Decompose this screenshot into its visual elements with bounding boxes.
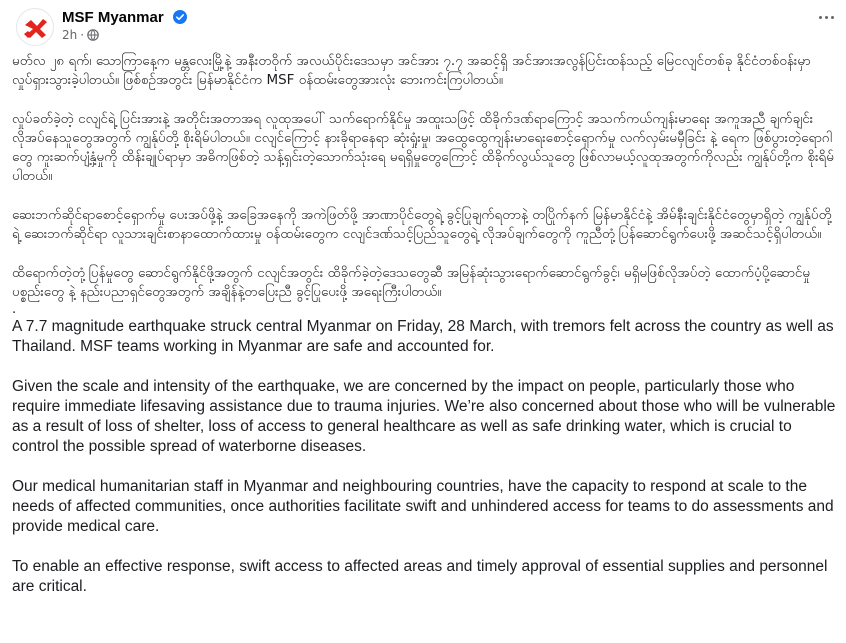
english-paragraph: Our medical humanitarian staff in Myanmar and neighbouring countries, have the capacity to respond at scale to the needs of affected communities, once authorities facilitate swift and unhindered access for teams to do assessments and provide medical care. (12, 478, 834, 535)
english-paragraph: To enable an effective response, swift access to affected areas and timely approval of essential supplies and personnel are critical. (12, 558, 828, 595)
post-body (12, 52, 838, 617)
meta-separator: · (80, 28, 85, 42)
myanmar-paragraph: ထိရောက်တဲ့တုံ့ပြန်မှုတွေ ဆောင်ရွက်နိုင်ဖို့အတွက် ငလျင်အတွင်း ထိခိုက်ခဲ့တဲ့ဒေသတွေဆီ အမြန်ဆုံးသွားရောက်ဆောင်ရွက်ခွင့်၊ မရှိမဖြစ်လိုအပ်တဲ့ ထောက်ပံ့ပို့ဆောင်မှုပစ္စည်းတွေ နဲ့ နည်းပညာရှင်တွေအတွက် အချိန်နဲ့တပြေးညီ ခွင့်ပြုပေးဖို့ အရေးကြီးပါတယ်။ (12, 265, 811, 300)
avatar[interactable] (16, 8, 54, 46)
english-paragraph: A 7.7 magnitude earthquake struck central Myanmar on Friday, 28 March, with tremors felt across the country as well as Thailand. MSF teams working in Myanmar are safe and accounted for. (12, 318, 834, 355)
myanmar-paragraph: ဆေးဘက်ဆိုင်ရာစောင့်ရှောက်မှု ပေးအပ်ဖို့နဲ့ အခြေအနေကို အကဲဖြတ်ဖို့ အာဏာပိုင်တွေရဲ့ ခွင့်ပြုချက်ရတာနဲ့ တပြိုက်နက် မြန်မာနိုင်ငံနဲ့ အိမ်နီးချင်းနိုင်ငံတွေမှာရှိတဲ့ ကျွန်ုပ်တို့ရဲ့ ဆေးဘက်ဆိုင်ရာ လူသားချင်းစာနာထောက်ထားမှု ဝန်ထမ်းတွေက ငလျင်ဒဏ်သင့်ပြည်သူတွေရဲ့ လိုအပ်ချက်တွေကို ကူညီတုံ့ပြန်ဆောင်ရွက်ပေးဖို့ အဆင်သင့်ရှိပါတယ်။ (12, 207, 832, 242)
post-timestamp[interactable]: 2h (62, 28, 78, 42)
verified-badge-icon (173, 10, 187, 24)
msf-logo-icon (17, 9, 54, 46)
english-paragraph: Given the scale and intensity of the earthquake, we are concerned by the impact on people, particularly those who require immediate lifesaving assistance due to trauma injuries. We’re also concerned about those who will be vulnerable as a result of loss of shelter, loss of access to general healthcare as well as safe drinking water, which is crucial to control the possible spread of waterborne diseases. (12, 378, 836, 455)
myanmar-paragraph: မတ်လ ၂၈ ရက်၊ သောကြာနေ့က မန္တလေးမြို့နဲ့ အနီးတဝိုက် အလယ်ပိုင်းဒေသမှာ အင်အား ၇.၇ အဆင့်ရှိ အင်အားအလွန်ပြင်းထန်သည့် မြေငလျင်တစ်ခု နိုင်ငံတစ်ဝန်းမှာ လှုပ်ရှားသွားခဲ့ပါတယ်။ ဖြစ်စဉ်အတွင်း မြန်မာနိုင်ငံက MSF ဝန်ထမ်းတွေအားလုံး ဘေးကင်းကြပါတယ်။ (12, 53, 811, 88)
post-meta (62, 28, 99, 42)
myanmar-paragraph: လှုပ်ခတ်ခဲ့တဲ့ ငလျင်ရဲ့ ပြင်းအားနဲ့ အတိုင်းအတာအရ လူထုအပေါ် သက်ရောက်နိုင်မှု အထူးသဖြင့် ထိခိုက်ဒဏ်ရာကြောင့် အသက်ကယ်ကျန်းမာရေး အကူအညီ ချက်ချင်းလိုအပ်နေသူတွေအတွက် ကျွန်ုပ်တို့ စိုးရိမ်ပါတယ်။ ငလျင်ကြောင့် နားခိုရာနေရာ ဆုံးရှုံးမှု၊ အထွေထွေကျန်းမာရေးစောင့်ရှောက်မှု လက်လှမ်းမမှီခြင်း နဲ့ ရေက ဖြစ်ပွားတဲ့ရောဂါတွေ ကူးဆက်ပျံ့နှံ့မှုကို ထိန်းချုပ်ရာမှာ အဓိကဖြစ်တဲ့ သန့်ရှင်းတဲ့သောက်သုံးရေ မရရှိမှုတွေကြောင့် ထိခိုက်လွယ်သူတွေ ဖြစ်လာမယ့်လူထုအတွက်ကိုလည်း ကျွန်ုပ်တို့က စိုးရိမ်ပါတယ်။ (12, 111, 834, 184)
globe-icon[interactable] (87, 29, 99, 41)
page-name[interactable]: MSF Myanmar (62, 9, 164, 26)
post-header (12, 6, 838, 46)
more-options-icon[interactable] (814, 8, 838, 26)
paragraph-separator: . (12, 302, 17, 317)
